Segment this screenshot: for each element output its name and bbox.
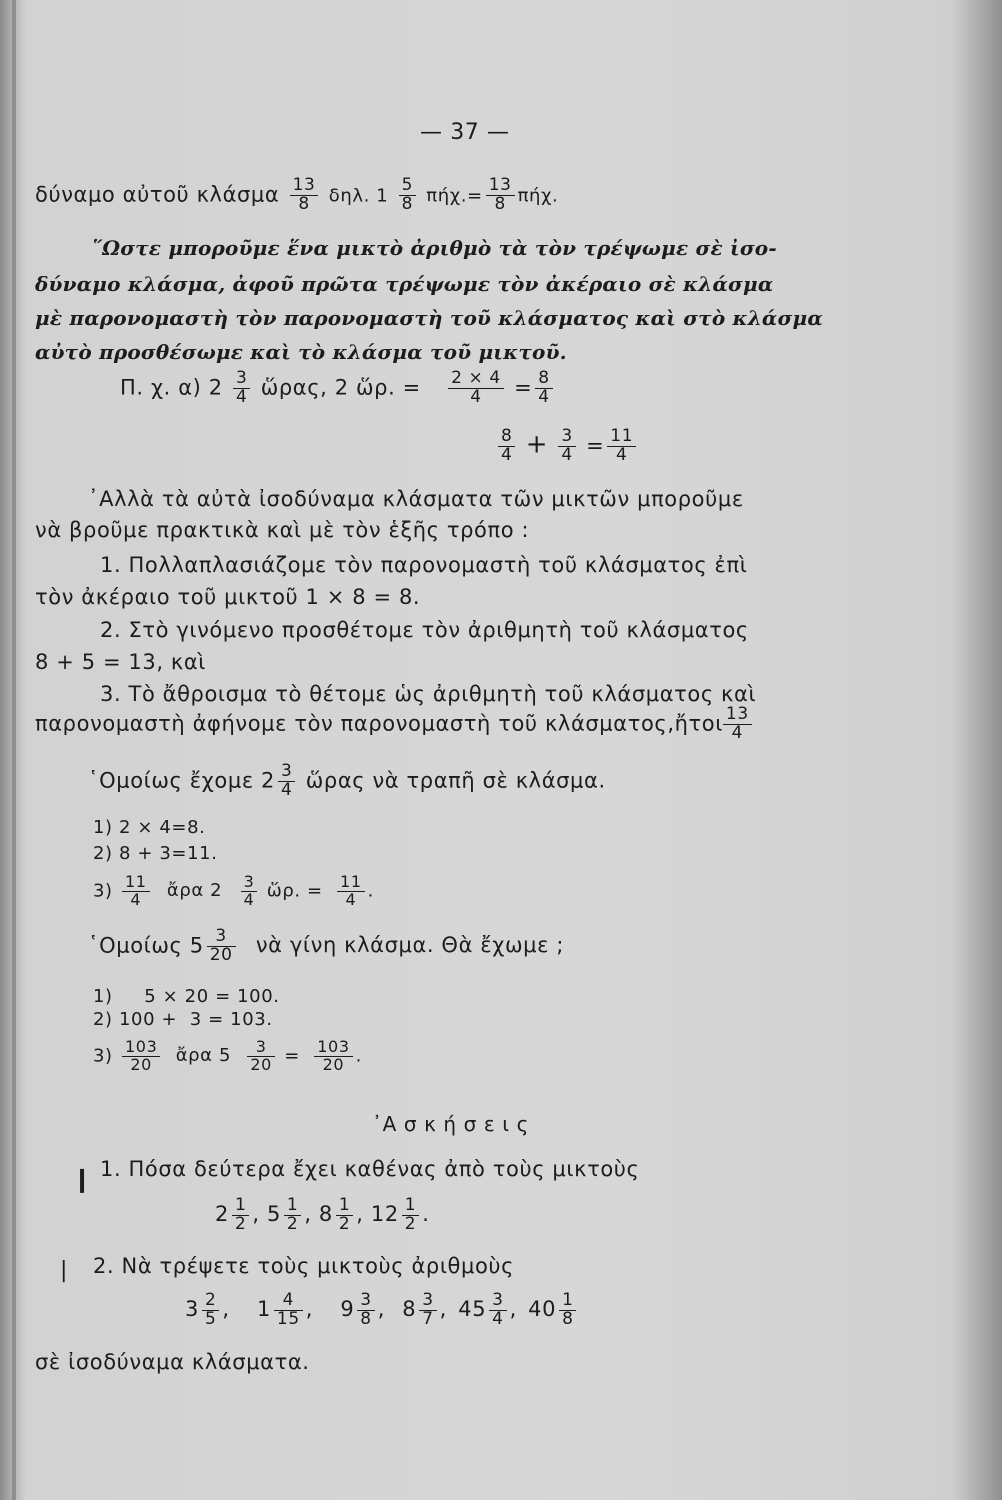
fraction: $\frac{13}{8}$	[290, 177, 319, 214]
step-2-line-1: 2. Στὸ γινόμενο προσθέτομε τὸν ἀριθμητὴ τοῦ κλάσματος	[100, 618, 749, 642]
mixed-number: 8 $\frac{3}{7}$ ,	[402, 1290, 447, 1329]
margin-mark: ❙	[72, 1165, 93, 1193]
exercises-heading: ᾿Α σ κ ή σ ε ι ς	[372, 1112, 529, 1136]
fraction: $\frac{3}{20}$	[207, 928, 236, 965]
rule-line-4: αὐτὸ προσθέσωμε καὶ τὸ κλάσμα τοῦ μικτοῦ.	[35, 340, 567, 364]
fraction: $\frac{11}{4}$	[122, 874, 150, 909]
sum-line: $\frac{8}{4}$ + $\frac{3}{4}$ = $\frac{11}{4}$	[495, 428, 639, 465]
fraction: $\frac{5}{8}$	[399, 177, 416, 214]
margin-mark: |	[60, 1258, 69, 1283]
fraction: $\frac{11}{4}$	[337, 874, 365, 909]
similar-2-line: ῾Ομοίως 5 $\frac{3}{20}$ νὰ γίνη κλάσμα. Θὰ ἔχωμε ;	[88, 926, 565, 965]
step-3-line-2: παρονομαστὴ ἀφήνομε τὸν παρονομαστὴ τοῦ κλάσματος,ἤτοι $\frac{13}{4}$	[35, 706, 755, 743]
fraction: $\frac{3}{20}$	[247, 1039, 275, 1074]
fraction: $\frac{2 \times 4}{4}$	[448, 370, 504, 407]
similar-1-step-1: 1) 2 × 4=8.	[93, 817, 206, 838]
binding-edge	[12, 0, 16, 1500]
fraction: $\frac{13}{4}$	[723, 706, 752, 743]
fraction: $\frac{3}{4}$	[278, 763, 295, 800]
mixed-number: 45 $\frac{3}{4}$ ,	[458, 1290, 517, 1329]
fraction: $\frac{13}{8}$	[486, 177, 515, 214]
mixed-number: 5 $\frac{1}{2}$ ,	[266, 1195, 312, 1234]
mixed-number: 9 $\frac{3}{8}$ ,	[340, 1290, 385, 1329]
step-1-line-1: 1. Πολλαπλασιάζομε τὸν παρονομαστὴ τοῦ κλάσματος ἐπὶ	[100, 553, 748, 577]
alt-line-1: ᾿Αλλὰ τὰ αὐτὰ ἰσοδύναμα κλάσματα τῶν μικτῶν μποροῦμε	[88, 487, 744, 511]
mixed-number: 3 $\frac{2}{5}$ ,	[185, 1290, 230, 1329]
exercise-1-text: 1. Πόσα δεύτερα ἔχει καθένας ἀπὸ τοὺς μικτοὺς	[100, 1157, 640, 1181]
step-1-line-2: τὸν ἀκέραιο τοῦ μικτοῦ 1 × 8 = 8.	[35, 585, 421, 609]
fraction: $\frac{11}{4}$	[607, 428, 636, 465]
mixed-number: 1 $\frac{4}{15}$ ,	[256, 1290, 314, 1329]
mixed-number: 12 $\frac{1}{2}$ .	[370, 1195, 430, 1234]
line-1: δύναμο αὐτοῦ κλάσμα $\frac{13}{8}$ δηλ. 1 $\frac{5}{8}$ πήχ.= $\frac{13}{8}$ πήχ.	[35, 175, 559, 214]
similar-2-step-2: 2) 100 + 3 = 103.	[93, 1009, 273, 1030]
similar-1-step-3: 3) $\frac{11}{4}$ ἄρα 2 $\frac{3}{4}$ ὥρ. = $\frac{11}{4}$ .	[93, 872, 374, 909]
fraction: $\frac{8}{4}$	[498, 428, 515, 465]
exercise-2-text: 2. Νὰ τρέψετε τοὺς μικτοὺς ἀριθμοὺς	[93, 1254, 515, 1278]
rule-line-1: ῞Ωστε μποροῦμε ἕνα μικτὸ ἀριθμὸ τὰ τὸν τρέψωμε σὲ ἰσο-	[92, 236, 777, 260]
fraction: $\frac{8}{4}$	[535, 370, 552, 407]
page-number: — 37 —	[420, 120, 510, 145]
exercise-2-end: σὲ ἰσοδύναμα κλάσματα.	[35, 1350, 310, 1374]
mixed-number: 2 $\frac{1}{2}$ ,	[215, 1195, 260, 1234]
step-3-line-1: 3. Τὸ ἄθροισμα τὸ θέτομε ὡς ἀριθμητὴ τοῦ κλάσματος καὶ	[100, 682, 757, 706]
similar-1-step-2: 2) 8 + 3=11.	[93, 843, 218, 864]
fraction: $\frac{103}{20}$	[122, 1039, 160, 1074]
example-line: Π. χ. α) 2 $\frac{3}{4}$ ὥρας, 2 ὥρ. = $\frac{2 \times 4}{4}$ = $\frac{8}{4}$	[120, 370, 556, 407]
fraction: $\frac{3}{4}$	[233, 370, 250, 407]
alt-line-2: νὰ βροῦμε πρακτικὰ καὶ μὲ τὸν ἑξῆς τρόπο :	[35, 518, 530, 542]
fraction: $\frac{3}{4}$	[241, 874, 258, 909]
step-2-line-2: 8 + 5 = 13, καὶ	[35, 650, 207, 674]
rule-line-2: δύναμο κλάσμα, ἀφοῦ πρῶτα τρέψωμε τὸν ἀκέραιο σὲ κλάσμα	[35, 272, 774, 296]
mixed-number: 8 $\frac{1}{2}$ ,	[318, 1195, 364, 1234]
rule-line-3: μὲ παρονομαστὴ τὸν παρονομαστὴ τοῦ κλάσματος καὶ στὸ κλάσμα	[35, 306, 823, 330]
exercise-2-items	[185, 1292, 579, 1329]
fraction: $\frac{3}{4}$	[558, 428, 575, 465]
similar-2-step-3: 3) $\frac{103}{20}$ ἄρα 5 $\frac{3}{20}$ = $\frac{103}{20}$ .	[93, 1037, 362, 1074]
similar-1-line: ῾Ομοίως ἔχομε 2 $\frac{3}{4}$ ὥρας νὰ τραπῆ σὲ κλάσμα.	[88, 761, 606, 800]
mixed-number: 40 $\frac{1}{8}$	[528, 1297, 579, 1321]
exercise-1-items	[215, 1197, 429, 1234]
similar-2-step-1: 1) 5 × 20 = 100.	[93, 986, 280, 1007]
fraction: $\frac{103}{20}$	[314, 1039, 352, 1074]
